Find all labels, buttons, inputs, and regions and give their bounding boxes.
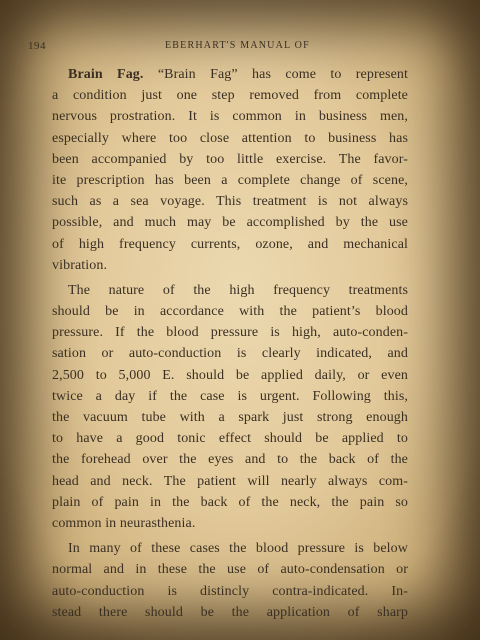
text-line: pressure. If the blood pressure is high, auto-conden-	[52, 325, 408, 341]
section-lead-in: Brain Fag.	[68, 67, 144, 82]
text-line: vibration.	[52, 257, 108, 273]
text-line: the forehead over the eyes and to the back of the	[52, 452, 408, 468]
text-line: plain of pain in the back of the neck, the pain so	[52, 494, 408, 510]
text-line: stead there should be the application of sharp	[52, 604, 408, 620]
text-line: twice a day if the case is urgent. Following this,	[52, 388, 408, 404]
paragraph-low-pressure	[52, 538, 408, 623]
page-number: 194	[28, 40, 46, 52]
text-line: should be in accordance with the patient’s blood	[52, 304, 408, 320]
text-line: The nature of the high frequency treatments	[68, 282, 408, 298]
text-line: possible, and much may be accomplished by the use	[52, 215, 408, 231]
text-line: a condition just one step removed from complete	[52, 88, 408, 104]
running-title: EBERHART'S MANUAL OF	[165, 40, 310, 51]
text-line: especially where too close attention to business has	[52, 130, 408, 146]
text-line: auto-conduction is distincly contra-indicated. In-	[52, 583, 408, 599]
text-line: ite prescription has been a complete change of scene,	[52, 172, 408, 188]
running-head	[0, 40, 480, 54]
paragraph-high-frequency	[52, 280, 408, 534]
text-line: nervous prostration. It is common in business men,	[52, 109, 408, 125]
text-line: Brain Fag. “Brain Fag” has come to represent	[68, 67, 408, 82]
text-line: In many of these cases the blood pressure is below	[68, 541, 408, 557]
paragraph-brain-fag	[52, 64, 408, 276]
text-line: sation or auto-conduction is clearly indicated, and	[52, 346, 408, 362]
body-text	[52, 64, 408, 623]
text-line: the vacuum tube with a spark just strong enough	[52, 410, 408, 425]
text-line: been accompanied by too little exercise. The favor-	[52, 151, 408, 167]
text-line: to have a good tonic effect should be applied to	[52, 431, 408, 447]
text-line: common in neurasthenia.	[52, 515, 196, 531]
text-line: head and neck. The patient will nearly always com-	[52, 473, 408, 489]
text-line: normal and in these the use of auto-condensation or	[52, 562, 408, 578]
text-line: of high frequency currents, ozone, and mechanical	[52, 236, 408, 252]
text-line: such as a sea voyage. This treatment is not always	[52, 194, 408, 210]
text-line: 2,500 to 5,000 E. should be applied daily, or even	[52, 367, 408, 383]
